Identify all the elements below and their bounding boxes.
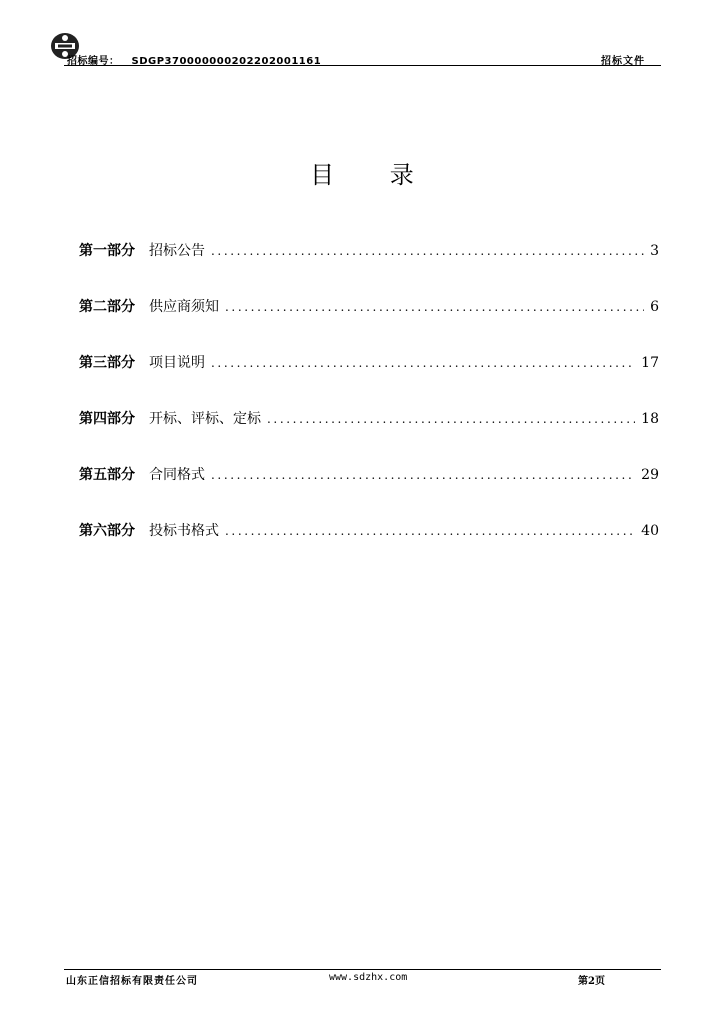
toc-leader-dots [225, 300, 644, 314]
toc-section-name: 项目说明 [149, 355, 205, 371]
footer-website: www.sdzhx.com [329, 972, 408, 983]
toc-page-number: 17 [641, 355, 659, 371]
bid-number-prefix: 招标编号： [67, 56, 120, 67]
table-of-contents [79, 240, 659, 576]
toc-part-label: 第三部分 [79, 355, 135, 371]
toc-entry[interactable] [79, 296, 659, 352]
toc-page-number: 6 [650, 299, 659, 315]
toc-entry[interactable] [79, 520, 659, 576]
footer-page-number: 第2页 [578, 976, 605, 987]
toc-entry[interactable] [79, 240, 659, 296]
toc-section-name: 合同格式 [149, 467, 205, 483]
toc-leader-dots [267, 412, 635, 426]
bid-number-code: SDGP370000000202202001161 [131, 56, 322, 67]
footer-company-name: 山东正信招标有限责任公司 [66, 976, 198, 987]
toc-leader-dots [211, 244, 644, 258]
toc-leader-dots [211, 468, 635, 482]
toc-part-label: 第六部分 [79, 523, 135, 539]
toc-page-number: 18 [641, 411, 659, 427]
toc-section-name: 供应商须知 [149, 299, 219, 315]
toc-page-number: 3 [650, 243, 659, 259]
toc-entry[interactable] [79, 408, 659, 464]
toc-entry[interactable] [79, 464, 659, 520]
footer-divider [64, 969, 661, 970]
toc-section-name: 招标公告 [149, 243, 205, 259]
toc-leader-dots [211, 356, 635, 370]
document-type-label: 招标文件 [601, 56, 645, 67]
toc-part-label: 第一部分 [79, 243, 135, 259]
toc-entry[interactable] [79, 352, 659, 408]
toc-leader-dots [225, 524, 635, 538]
toc-section-name: 开标、评标、定标 [149, 411, 261, 427]
toc-part-label: 第五部分 [79, 467, 135, 483]
toc-section-name: 投标书格式 [149, 523, 219, 539]
page-title: 目 录 [310, 161, 438, 189]
toc-part-label: 第四部分 [79, 411, 135, 427]
toc-page-number: 40 [641, 523, 659, 539]
toc-page-number: 29 [641, 467, 659, 483]
header-divider [64, 65, 661, 66]
toc-part-label: 第二部分 [79, 299, 135, 315]
